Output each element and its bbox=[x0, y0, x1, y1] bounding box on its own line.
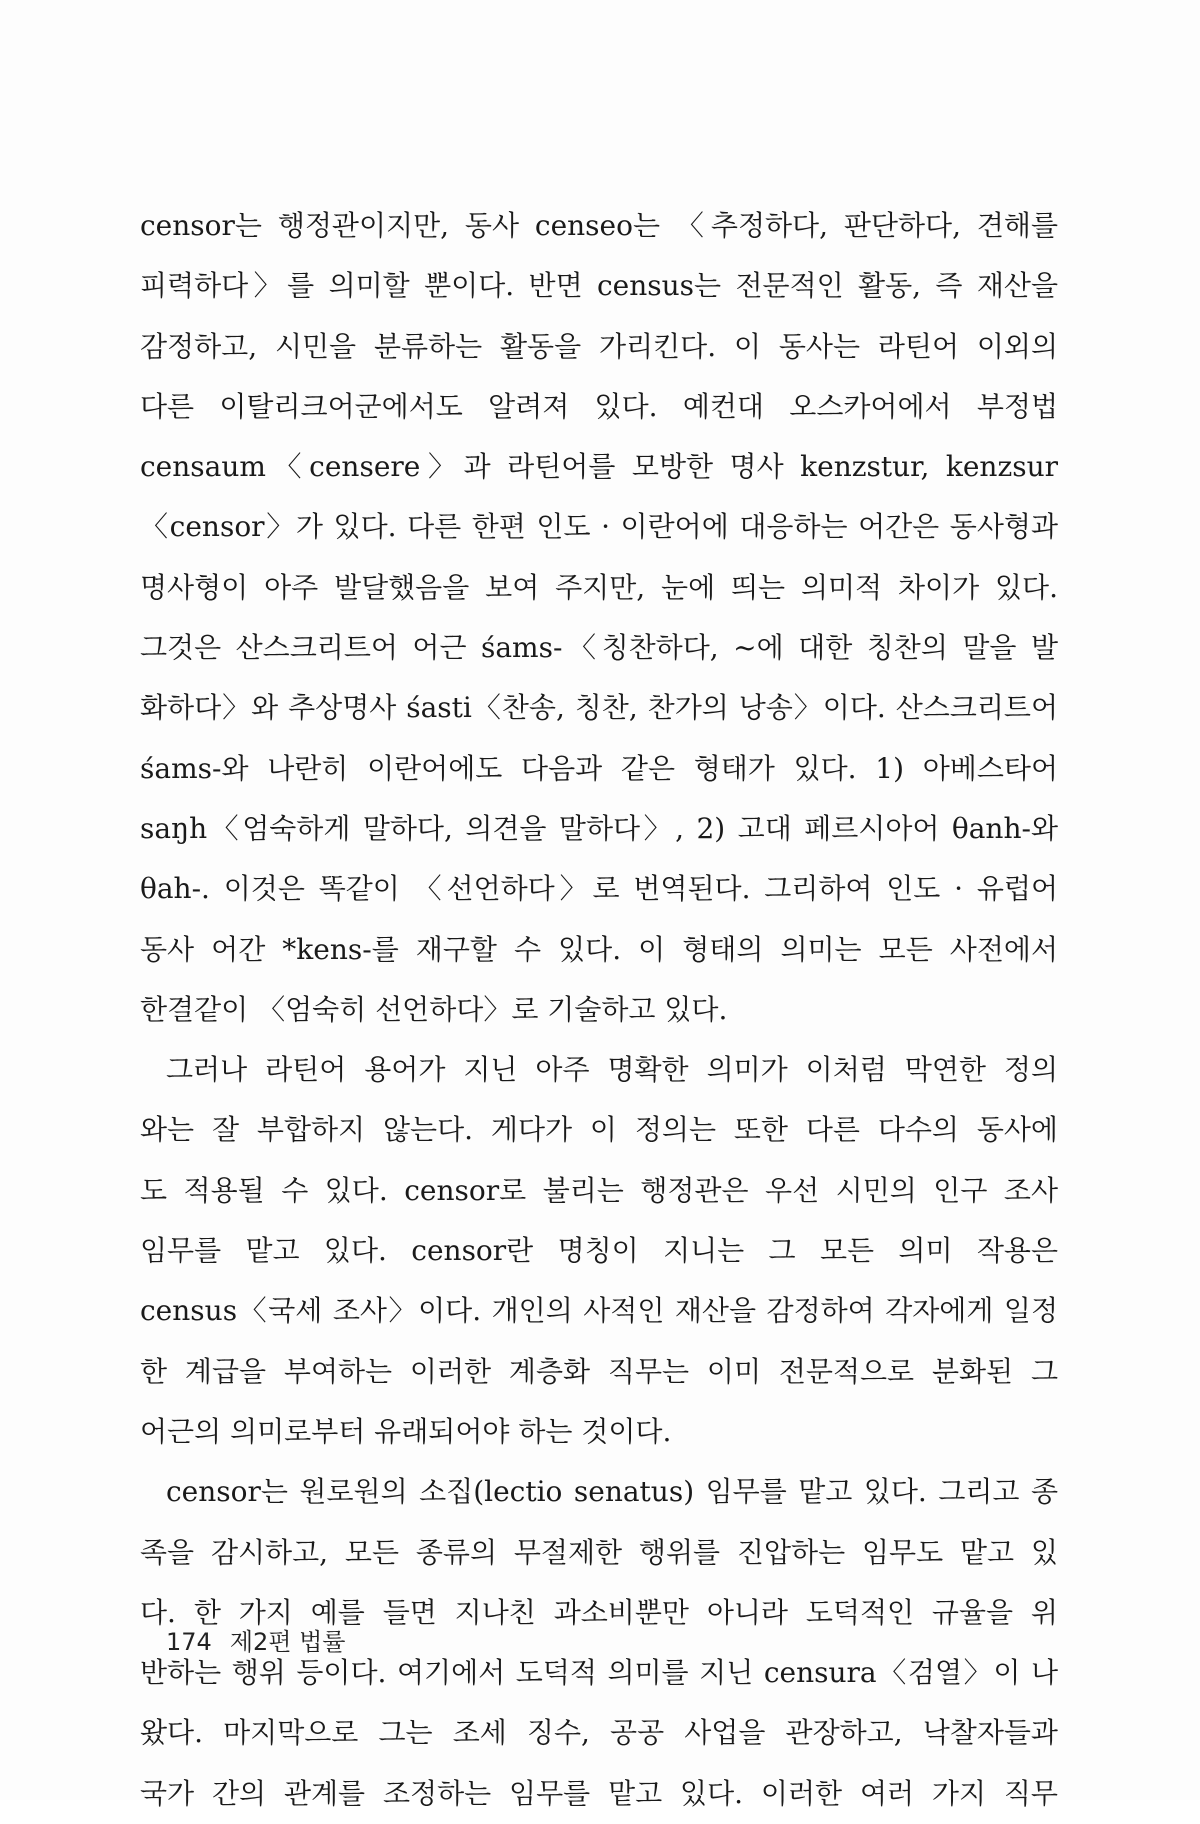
text-line: 족을 감시하고, 모든 종류의 무절제한 행위를 진압하는 임무도 맡고 있 bbox=[140, 1535, 1058, 1569]
section-title: 제2편 법률 bbox=[229, 1628, 346, 1656]
text-line: 다른 이탈리크어군에서도 알려져 있다. 예컨대 오스카어에서 부정법 bbox=[140, 389, 1058, 423]
text-line: 한 계급을 부여하는 이러한 계층화 직무는 이미 전문적으로 분화된 그 bbox=[140, 1354, 1058, 1388]
text-line: θah-. 이것은 똑같이 〈선언하다〉로 번역된다. 그리하여 인도 · 유럽어 bbox=[140, 872, 1058, 906]
text-line: 감정하고, 시민을 분류하는 활동을 가리킨다. 이 동사는 라틴어 이외의 bbox=[140, 329, 1058, 363]
text-line: censor는 원로원의 소집(lectio senatus) 임무를 맡고 있다. 그리고 종 bbox=[166, 1475, 1058, 1509]
text-line: 동사 어간 *kens-를 재구할 수 있다. 이 형태의 의미는 모든 사전에서 bbox=[140, 932, 1058, 966]
text-line: 국가 간의 관계를 조정하는 임무를 맡고 있다. 이러한 여러 가지 직무 bbox=[140, 1776, 1058, 1810]
text-line: censor는 행정관이지만, 동사 censeo는 〈추정하다, 판단하다, 견해를 bbox=[140, 209, 1058, 242]
text-line: census〈국세 조사〉이다. 개인의 사적인 재산을 감정하여 각자에게 일정 bbox=[140, 1294, 1058, 1328]
text-line: 임무를 맡고 있다. censor란 명칭이 지니는 그 모든 의미 작용은 bbox=[140, 1234, 1058, 1268]
page-number: 174 bbox=[166, 1628, 212, 1656]
text-line: 다. 한 가지 예를 들면 지나친 과소비뿐만 아니라 도덕적인 규율을 위 bbox=[140, 1595, 1058, 1629]
text-line: 반하는 행위 등이다. 여기에서 도덕적 의미를 지닌 censura〈검열〉이 나 bbox=[140, 1656, 1058, 1690]
text-line: 왔다. 마지막으로 그는 조세 징수, 공공 사업을 관장하고, 낙찰자들과 bbox=[140, 1716, 1058, 1750]
text-line: 도 적용될 수 있다. censor로 불리는 행정관은 우선 시민의 인구 조사 bbox=[140, 1173, 1058, 1207]
text-line: 한결같이 〈엄숙히 선언하다〉로 기술하고 있다. bbox=[140, 992, 728, 1026]
text-line: 어근의 의미로부터 유래되어야 하는 것이다. bbox=[140, 1414, 672, 1448]
text-line: censaum〈censere〉과 라틴어를 모방한 명사 kenzstur, kenzsur bbox=[140, 450, 1058, 484]
text-line: saŋh〈엄숙하게 말하다, 의견을 말하다〉, 2) 고대 페르시아어 θanh-와 bbox=[140, 811, 1058, 845]
text-line: 그것은 산스크리트어 어근 śams-〈칭찬하다, ~에 대한 칭찬의 말을 발 bbox=[140, 631, 1058, 665]
text-line: 그러나 라틴어 용어가 지닌 아주 명확한 의미가 이처럼 막연한 정의 bbox=[166, 1053, 1058, 1087]
text-line: 〈censor〉가 있다. 다른 한편 인도 · 이란어에 대응하는 어간은 동사형과 bbox=[140, 510, 1058, 544]
text-line: 피력하다〉를 의미할 뿐이다. 반면 census는 전문적인 활동, 즉 재산을 bbox=[140, 269, 1058, 303]
body-text bbox=[140, 196, 1058, 1824]
text-line: śams-와 나란히 이란어에도 다음과 같은 형태가 있다. 1) 아베스타어 bbox=[140, 751, 1058, 785]
text-line: 명사형이 아주 발달했음을 보여 주지만, 눈에 띄는 의미적 차이가 있다. bbox=[140, 570, 1058, 604]
text-line: 화하다〉와 추상명사 śasti〈찬송, 칭찬, 찬가의 낭송〉이다. 산스크리트어 bbox=[140, 691, 1058, 725]
text-line: 와는 잘 부합하지 않는다. 게다가 이 정의는 또한 다른 다수의 동사에 bbox=[140, 1113, 1058, 1147]
page-footer bbox=[166, 1622, 345, 1657]
